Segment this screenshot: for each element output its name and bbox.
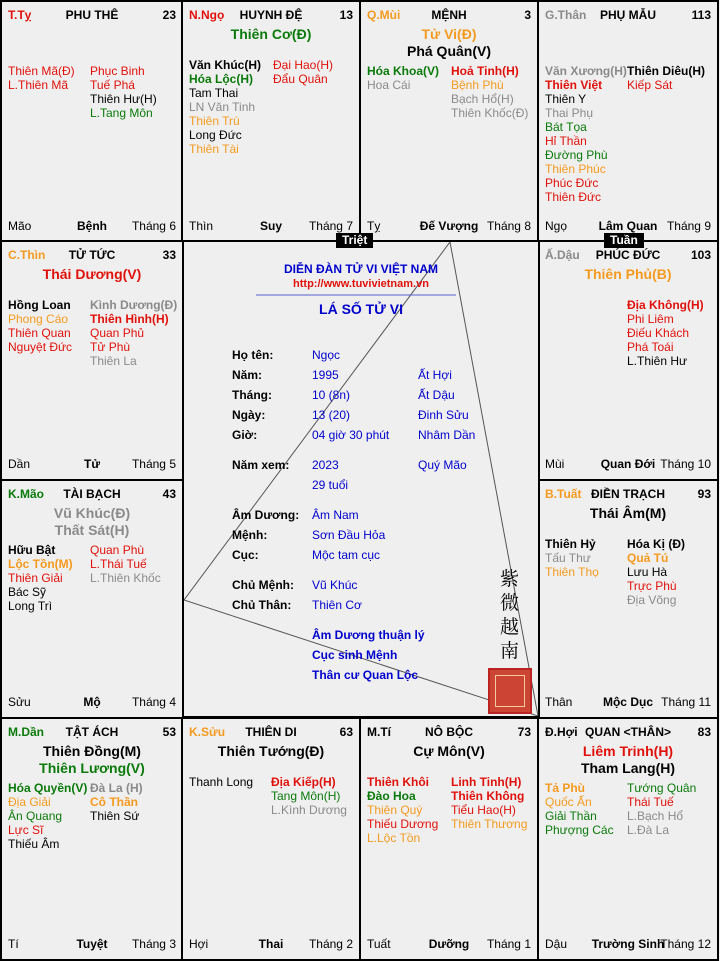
palace-number: 73 [517,725,531,739]
palace-month: Tháng 12 [660,937,711,951]
star-item: Hóa Kị (Đ) [627,537,685,551]
star-item: Địa Kiếp(H) [271,775,336,789]
star-item: L.Thái Tuế [90,557,147,571]
palace-stem-branch: Q.Mùi [367,8,401,22]
star-item: Thiên Hình(H) [90,312,169,326]
star-item: Tam Thai [189,86,239,100]
tuan-tag: Tuần [604,233,644,248]
star-item: Tang Môn(H) [271,789,341,803]
star-item: Thiên Thương [451,817,528,831]
star-item: Phúc Đức [545,176,599,190]
center-panel [182,240,540,718]
palace-number: 63 [339,725,353,739]
info-value: 04 giờ 30 phút [312,428,390,442]
info-value: Sơn Đầu Hỏa [312,528,386,542]
palace-branch: Sửu [8,695,31,709]
palace-phase: Lâm Quan [598,219,658,233]
palace-month: Tháng 8 [486,219,531,233]
star-item: Tiểu Hao(H) [451,803,516,817]
star-item: Đà La (H) [90,781,143,795]
info-value-2: Ất Hợi [418,368,452,382]
star-column-right [273,58,333,86]
star-item: Thái Tuế [627,795,674,809]
star-item: Thanh Long [189,775,254,789]
palace-month: Tháng 3 [131,937,176,951]
star-item: Thiên La [90,354,137,368]
main-star: Tử Vi(Đ) [421,26,477,42]
info-value: Âm Nam [312,508,359,522]
note-line: Thân cư Quan Lộc [312,668,419,682]
star-item: Tấu Thư [545,551,591,565]
star-item: Phong Cáo [8,312,69,326]
star-item: Thiên Tài [189,142,239,156]
star-item: Thiếu Âm [8,837,60,851]
star-item: Thiên Hư(H) [90,92,157,106]
star-item: Hỉ Thần [545,134,587,148]
star-item: Phượng Các [545,823,614,837]
star-item: Đại Hao(H) [273,58,334,72]
info-value-2: Quý Mão [418,458,467,472]
star-item: Bác Sỹ [8,585,47,599]
note-line: Âm Dương thuận lý [312,628,425,642]
star-item: Thiên Y [545,92,587,106]
palace-branch: Tí [8,937,19,951]
palace-name: NÔ BỘC [425,725,473,739]
star-column-right [90,298,177,368]
info-label: Cục: [232,548,259,562]
info-label: Năm: [232,368,263,382]
palace-number: 53 [162,725,176,739]
forum-url[interactable]: http://www.tuvivietnam.vn [293,278,429,290]
star-column-left [367,64,439,92]
palace-number: 43 [162,487,176,501]
star-item: Thiên Trù [189,114,240,128]
star-item: LN Văn Tinh [189,100,256,114]
star-item: Hóa Lộc(H) [189,72,253,86]
main-star: Vũ Khúc(Đ) [53,505,131,521]
palace-phase: Quan Đới [600,457,656,471]
palace-name: THIÊN DI [245,725,297,739]
palace-stem-branch: K.Mão [8,487,44,501]
star-item: Địa Võng [627,593,677,607]
star-item: Lực Sĩ [8,823,44,837]
info-value: 13 (20) [312,408,351,422]
star-column-right [90,64,157,120]
palace-branch: Mùi [545,457,565,471]
star-item: Bát Tọa [545,120,587,134]
palace-name: HUYNH ĐỆ [239,8,303,22]
palace-number: 103 [690,248,711,262]
main-star: Cự Môn(V) [413,743,485,759]
palace-stem-branch: Ấ.Dậu [545,248,580,262]
info-label: Âm Dương: [232,508,300,522]
note-line: Cục sinh Mệnh [312,648,398,662]
main-star: Thiên Tướng(Đ) [217,743,325,759]
main-star: Tham Lang(H) [580,760,676,776]
star-item: Tuế Phá [90,78,135,92]
star-item: Tả Phù [545,781,586,795]
palace-thin [0,240,184,481]
palace-branch: Tỵ [367,219,381,233]
star-item: Quan Phù [90,543,145,557]
star-item: Thiên Khốc(Đ) [451,106,529,120]
star-item: Linh Tinh(H) [451,775,522,789]
palace-name: QUAN <THÂN> [584,725,671,739]
star-item: Hồng Loan [8,298,71,312]
star-item: Tử Phù [90,340,131,354]
star-item: Quả Tú [627,551,669,565]
star-item: Hóa Khoa(V) [367,64,439,78]
star-item: Hoả Tinh(H) [451,64,519,78]
palace-number: 83 [697,725,711,739]
star-item: Thiên Diêu(H) [627,64,705,78]
info-value: Vũ Khúc [312,578,358,592]
star-column-right [451,64,528,120]
palace-stem-branch: M.Tí [367,725,391,739]
palace-branch: Ngọ [545,219,568,233]
star-item: Bệnh Phù [451,78,504,92]
info-label: Họ tên: [232,348,274,362]
palace-month: Tháng 1 [486,937,531,951]
info-value: Thiên Cơ [312,598,362,612]
star-item: Phi Liêm [627,312,674,326]
main-star: Liêm Trinh(H) [582,743,674,759]
palace-phase: Mộc Dục [602,695,653,709]
vertical-glyph: 越 [500,616,520,638]
star-item: Thiên Sứ [90,809,140,823]
seal-stamp [488,668,532,714]
main-star: Thái Dương(V) [42,266,142,282]
palace-stem-branch: B.Tuất [545,487,582,501]
star-column-left [8,543,73,613]
palace-mui [359,0,539,243]
star-column-left [8,781,87,851]
star-item: Thiên Việt [545,78,603,92]
star-item: Đào Hoa [367,789,416,803]
star-column-right [90,781,143,823]
star-item: L.Tang Môn [90,106,153,120]
star-item: Cô Thần [90,795,138,809]
star-column-left [545,64,627,204]
palace-dan [0,717,184,961]
palace-stem-branch: Đ.Hợi [545,725,578,739]
palace-name: TẬT ÁCH [65,725,119,739]
palace-month: Tháng 6 [131,219,176,233]
palace-hoi [537,717,719,961]
star-item: Long Trì [8,599,53,613]
star-item: L.Thiên Hư [627,354,688,368]
palace-number: 3 [524,8,531,22]
palace-stem-branch: C.Thìn [8,248,46,262]
main-star: Thất Sát(H) [54,522,130,538]
palace-branch: Tuất [367,937,391,951]
palace-branch: Dậu [545,937,568,951]
palace-number: 33 [162,248,176,262]
star-item: Kình Dương(Đ) [90,298,178,312]
star-item: L.Lộc Tồn [367,831,421,845]
palace-phase: Trường Sinh [591,937,665,951]
star-column-right [627,298,704,368]
palace-month: Tháng 2 [308,937,353,951]
palace-phase: Tuyệt [76,937,108,951]
star-column-left [189,775,253,789]
palace-stem-branch: K.Sửu [189,725,226,739]
star-item: Trực Phù [627,579,677,593]
star-item: Giải Thần [545,809,597,823]
palace-dau [537,240,719,481]
palace-phase: Thai [258,937,284,951]
star-item: Ân Quang [8,809,63,823]
palace-phase: Bệnh [77,219,107,233]
star-item: Phá Toái [627,340,674,354]
palace-ty [0,0,184,243]
star-item: Quan Phủ [90,326,145,340]
info-label: Chủ Thân: [232,598,292,612]
palace-ngo [181,0,361,243]
info-value: Ngọc [312,348,341,362]
palace-branch: Hợi [189,937,209,951]
star-item: L.Thiên Mã [8,78,69,92]
info-label: Tháng: [232,388,272,402]
triet-tag: Triệt [336,233,373,248]
palace-phase: Đế Vượng [419,219,479,233]
star-item: L.Thiên Khốc [90,571,161,585]
star-item: Điếu Khách [627,326,690,340]
star-item: Thiên Đức [545,190,602,204]
star-column-right [90,543,161,585]
star-item: L.Bạch Hổ [627,809,684,823]
info-value: 1995 [312,368,339,382]
vertical-glyph: 微 [500,592,520,614]
palace-name: MỆNH [431,8,467,22]
palace-number: 93 [697,487,711,501]
star-item: Tướng Quân [627,781,697,795]
star-item: Nguyệt Đức [8,340,73,354]
star-item: Địa Không(H) [627,298,704,312]
palace-phase: Dưỡng [428,937,470,951]
star-item: Địa Giải [8,795,51,809]
star-column-left [367,775,438,845]
info-label: Mệnh: [232,528,268,542]
info-value: 2023 [312,458,339,472]
star-column-left [189,58,261,156]
main-star: Thái Âm(M) [589,505,667,521]
vertical-glyph: 南 [500,640,520,662]
star-item: Thiếu Dương [367,817,439,831]
star-item: Kiếp Sát [627,78,673,92]
star-item: Thiên Giải [8,571,63,585]
star-column-right [271,775,347,817]
star-item: Hóa Quyền(V) [8,781,88,795]
palace-name: ĐIỀN TRẠCH [591,487,665,501]
info-value-2: Đinh Sửu [418,408,469,422]
star-item: Phục Binh [90,64,145,78]
star-item: Thiên Khôi [367,775,429,789]
star-item: Thiên Quan [8,326,71,340]
main-star: Thiên Đồng(M) [43,743,141,759]
main-star: Thiên Lương(V) [39,760,145,776]
palace-mao [0,479,184,719]
star-item: Thiên Mã(Đ) [8,64,75,78]
info-value: Mộc tam cục [312,548,381,562]
palace-name: TÀI BẠCH [63,487,121,501]
info-age: 29 tuổi [312,478,349,492]
star-item: Đẩu Quân [273,72,328,86]
vertical-glyph: 紫 [500,568,520,590]
info-label: Chủ Mệnh: [232,578,294,592]
info-label: Năm xem: [232,458,290,472]
palace-name: PHỤ MẪU [600,8,656,22]
star-item: Lộc Tồn(M) [8,557,73,571]
star-column-left [545,781,614,837]
palace-phase: Tử [83,457,101,471]
palace-stem-branch: T.Tỵ [8,8,32,22]
star-item: Văn Khúc(H) [189,58,261,72]
star-item: Đường Phù [545,148,608,162]
star-item: Lưu Hà [627,565,668,579]
palace-stem-branch: N.Ngọ [189,8,225,22]
chart-title: LÁ SỐ TỬ VI [319,301,403,317]
palace-month: Tháng 9 [666,219,711,233]
palace-name: TỬ TỨC [68,248,116,262]
main-star: Thiên Phủ(B) [584,266,672,282]
palace-phase: Suy [259,219,282,233]
palace-month: Tháng 11 [661,695,711,709]
main-star: Phá Quân(V) [406,43,491,59]
palace-name: PHÚC ĐỨC [595,248,661,262]
star-item: Hoa Cái [367,78,411,92]
palace-month: Tháng 5 [131,457,176,471]
palace-branch: Mão [8,219,32,233]
palace-month: Tháng 10 [660,457,711,471]
palace-stem-branch: M.Dần [8,725,44,739]
palace-number: 113 [691,8,711,22]
palace-phase: Mộ [83,695,101,709]
palace-month: Tháng 7 [308,219,353,233]
info-label: Giờ: [232,428,258,442]
info-value-2: Nhâm Dần [418,428,476,442]
palace-number: 13 [339,8,353,22]
palace-tuat [537,479,719,719]
star-item: Bạch Hổ(H) [451,92,514,106]
palace-number: 23 [162,8,176,22]
palace-ti [359,717,539,961]
star-column-right [627,64,705,92]
star-item: Thiên Không [451,789,525,803]
info-value: 10 (8n) [312,388,351,402]
star-item: Văn Xương(H) [545,64,627,78]
star-item: L.Đà La [627,823,670,837]
palace-month: Tháng 4 [131,695,176,709]
palace-than [537,0,719,243]
star-column-left [8,298,72,354]
star-item: Thiên Thọ [545,565,599,579]
palace-branch: Thân [545,695,573,709]
palace-branch: Thìn [189,219,214,233]
palace-name: PHU THÊ [65,8,119,22]
palace-stem-branch: G.Thân [545,8,587,22]
star-item: Thiên Quý [367,803,423,817]
star-item: Hữu Bật [8,543,56,557]
star-item: Thiên Phúc [545,162,606,176]
info-label: Ngày: [232,408,266,422]
star-item: Thai Phụ [545,106,594,120]
star-item: Long Đức [189,128,242,142]
star-column-left [8,64,75,92]
star-column-right [627,781,696,837]
main-star: Thiên Cơ(Đ) [230,26,312,42]
info-value-2: Ất Dậu [418,388,455,402]
star-item: Quốc Ấn [545,795,592,809]
star-column-right [627,537,685,607]
palace-branch: Dần [8,457,31,471]
forum-name: DIỄN ĐÀN TỬ VI VIỆT NAM [284,262,438,276]
palace-suu [181,717,361,961]
star-item: L.Kình Dương [271,803,347,817]
star-column-right [451,775,527,831]
star-column-left [545,537,599,579]
star-item: Thiên Hỷ [545,537,596,551]
